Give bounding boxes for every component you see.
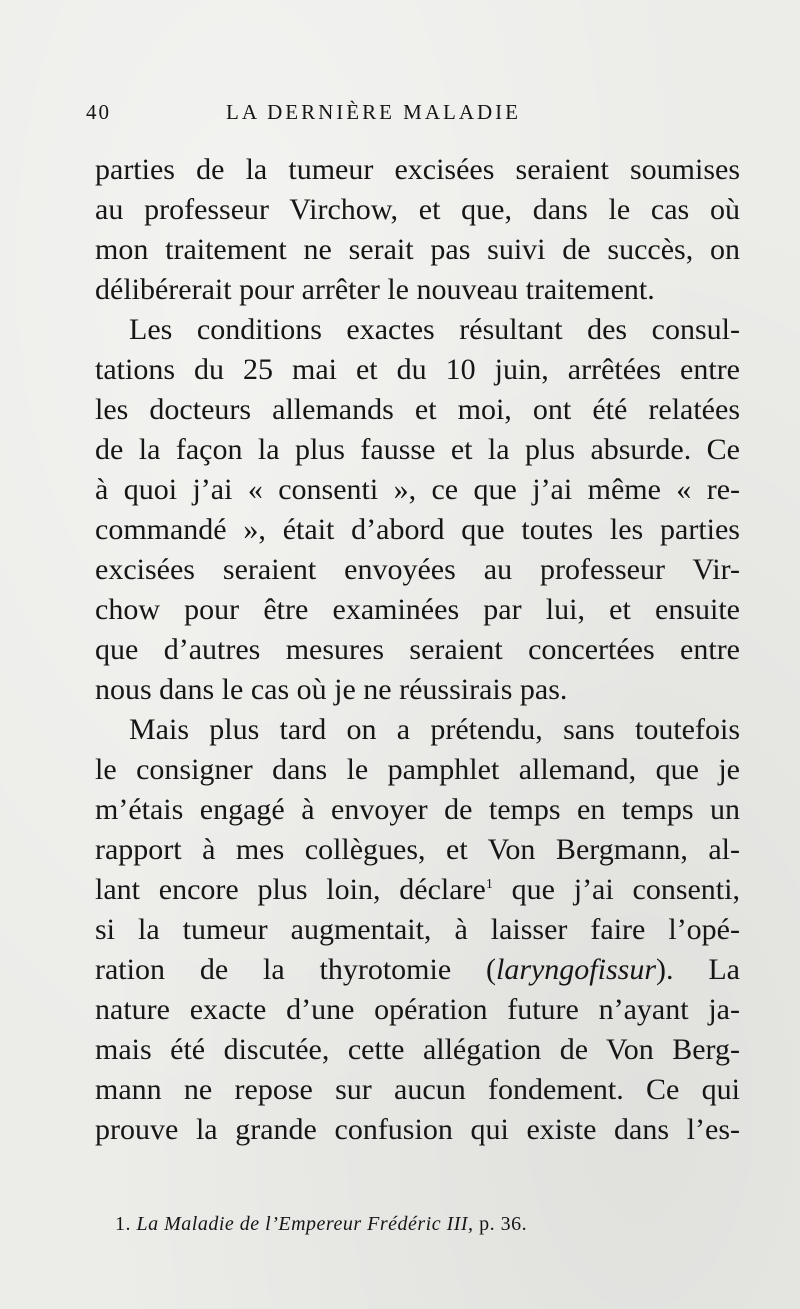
text-line: si la tumeur augmentait, à laisser faire l’opé- bbox=[95, 913, 740, 946]
page-number: 40 bbox=[86, 100, 111, 124]
footnote-reference: 1 bbox=[485, 877, 493, 892]
text-line: nous dans le cas où je ne réussirais pas. bbox=[95, 673, 568, 706]
running-head bbox=[86, 100, 736, 130]
footnote-number: 1. bbox=[115, 1213, 131, 1235]
text-line: le consigner dans le pamphlet allemand, que je bbox=[95, 753, 740, 786]
text-line: m’étais engagé à envoyer de temps en temps un bbox=[95, 793, 740, 826]
text-line: de la façon la plus fausse et la plus absurde. Ce bbox=[95, 433, 740, 466]
text-line: mann ne repose sur aucun fondement. Ce qui bbox=[95, 1073, 740, 1106]
footnote bbox=[115, 1213, 715, 1236]
italic-term: laryngofissur bbox=[495, 953, 657, 986]
text-line-with-footnote-ref bbox=[95, 870, 740, 910]
text-line: commandé », était d’abord que toutes les parties bbox=[95, 513, 740, 546]
text-fragment: ). La bbox=[656, 953, 740, 986]
text-fragment: que j’ai consenti, bbox=[492, 873, 740, 906]
text-line: prouve la grande confusion qui existe dans l’es- bbox=[95, 1113, 740, 1146]
text-line: Mais plus tard on a prétendu, sans toutefois bbox=[129, 713, 740, 746]
text-line-with-italic bbox=[95, 950, 740, 990]
footnote-page-ref: p. 36. bbox=[473, 1213, 528, 1235]
text-fragment: lant encore plus loin, déclare bbox=[95, 873, 486, 906]
text-line: chow pour être examinées par lui, et ensuite bbox=[95, 593, 740, 626]
text-line: Les conditions exactes résultant des consul- bbox=[129, 313, 740, 346]
text-line: délibérerait pour arrêter le nouveau traitement. bbox=[95, 273, 655, 306]
text-line: tations du 25 mai et du 10 juin, arrêtées entre bbox=[95, 353, 740, 386]
text-line: les docteurs allemands et moi, ont été relatées bbox=[95, 393, 740, 426]
text-line: rapport à mes collègues, et Von Bergmann, al- bbox=[95, 833, 740, 866]
text-line: à quoi j’ai « consenti », ce que j’ai même « re- bbox=[95, 473, 740, 506]
footnote-title: La Maladie de l’Empereur Frédéric III, bbox=[136, 1213, 474, 1235]
text-line: parties de la tumeur excisées seraient soumises bbox=[95, 153, 740, 186]
text-line: au professeur Virchow, et que, dans le cas où bbox=[95, 193, 740, 226]
text-fragment: ration de la thyrotomie ( bbox=[95, 953, 496, 986]
text-line: que d’autres mesures seraient concertées entre bbox=[95, 633, 740, 666]
text-line: mon traitement ne serait pas suivi de succès, on bbox=[95, 233, 740, 266]
text-line: excisées seraient envoyées au professeur Vir- bbox=[95, 553, 740, 586]
text-line: mais été discutée, cette allégation de Von Berg- bbox=[95, 1033, 740, 1066]
body-text bbox=[95, 150, 740, 1150]
text-line: nature exacte d’une opération future n’ayant ja- bbox=[95, 993, 740, 1026]
running-head-title: LA DERNIÈRE MALADIE bbox=[226, 100, 521, 124]
